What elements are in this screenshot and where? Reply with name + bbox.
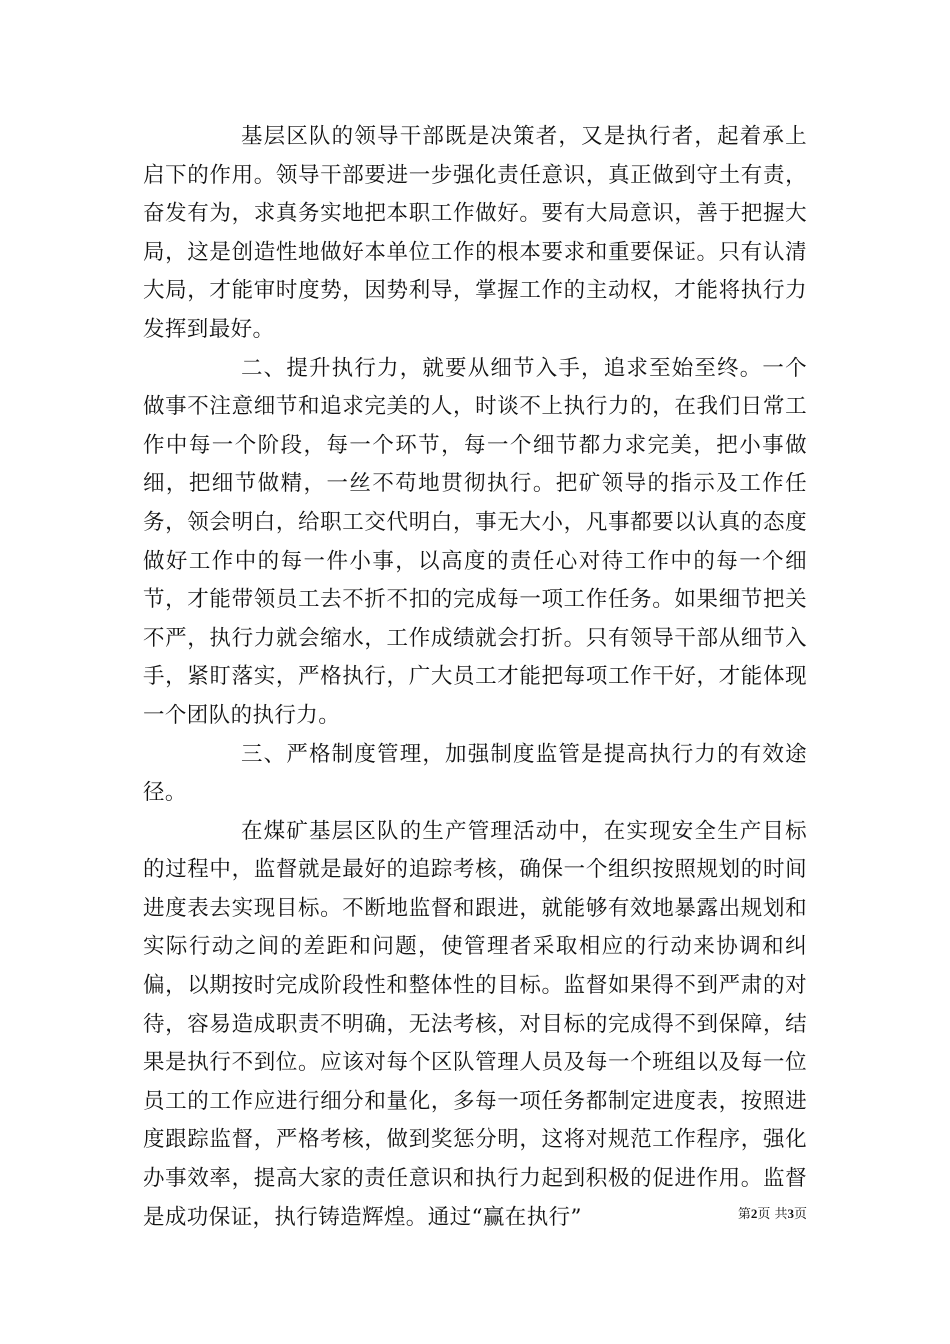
paragraph-leadership: 基层区队的领导干部既是决策者，又是执行者，起着承上启下的作用。领导干部要进一步强化责任意识，真正做到守土有责，奋发有为，求真务实地把本职工作做好。要有大局意识，善于把握大局，这是创造性地做好本单位工作的根本要求和重要保证。只有认清大局，才能审时度势，因势利导，掌握工作的主动权，才能将执行力发挥到最好。 <box>143 124 807 342</box>
footer-middle: 页 共 <box>757 1207 788 1222</box>
paragraph-section-three-heading: 三、严格制度管理，加强制度监管是提高执行力的有效途径。 <box>143 741 807 806</box>
paragraph-supervision: 在煤矿基层区队的生产管理活动中，在实现安全生产目标的过程中，监督就是最好的追踪考核，确保一个组织按照规划的时间进度表去实现目标。不断地监督和跟进，就能够有效地暴露出规划和实际行动之间的差距和问题，使管理者采取相应的行动来协调和纠偏，以期按时完成阶段性和整体性的目标。监督如果得不到严肃的对待，容易造成职责不明确，无法考核，对目标的完成得不到保障，结果是执行不到位。应该对每个区队管理人员及每一个班组以及每一位员工的工作应进行细分和量化，多每一项任务都制定进度表，按照进度跟踪监督，严格考核，做到奖惩分明，这将对规范工作程序，强化办事效率，提高大家的责任意识和执行力起到积极的促进作用。监督是成功保证，执行铸造辉煌。通过“赢在执行” <box>143 818 807 1230</box>
footer-prefix: 第 <box>737 1207 751 1222</box>
total-page-number: 3 <box>787 1206 794 1221</box>
current-page-number: 2 <box>750 1206 758 1221</box>
footer-suffix: 页 <box>793 1207 807 1222</box>
document-body <box>143 118 807 1237</box>
page-footer <box>720 1206 807 1223</box>
paragraph-section-two: 二、提升执行力，就要从细节入手，追求至始至终。一个做事不注意细节和追求完美的人，时谈不上执行力的，在我们日常工作中每一个阶段，每一个环节，每一个细节都力求完美，把小事做细，把细节做精，一丝不苟地贯彻执行。把矿领导的指示及工作任务，领会明白，给职工交代明白，事无大小，凡事都要以认真的态度做好工作中的每一件小事，以高度的责任心对待工作中的每一个细节，才能带领员工去不折不扣的完成每一项工作任务。如果细节把关不严，执行力就会缩水，工作成绩就会打折。只有领导干部从细节入手，紧盯落实，严格执行，广大员工才能把每项工作干好，才能体现一个团队的执行力。 <box>143 355 807 728</box>
